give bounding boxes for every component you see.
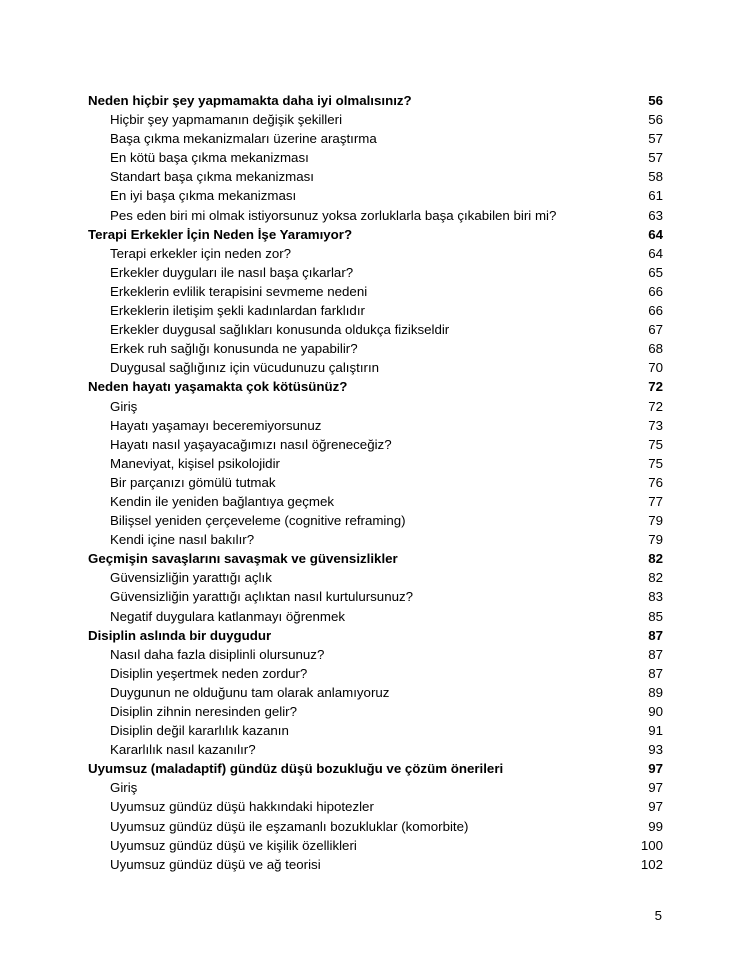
toc-entry[interactable] bbox=[88, 129, 663, 148]
toc-entry[interactable] bbox=[88, 282, 663, 301]
toc-entry-page: 75 bbox=[648, 436, 663, 452]
toc-entry[interactable] bbox=[88, 473, 663, 492]
toc-entry[interactable] bbox=[88, 244, 663, 263]
toc-entry-page: 75 bbox=[648, 455, 663, 471]
toc-entry-page: 57 bbox=[648, 131, 663, 147]
toc-entry-page: 79 bbox=[648, 532, 663, 548]
toc-entry-page: 85 bbox=[648, 608, 663, 624]
toc-section-page: 82 bbox=[648, 551, 663, 567]
toc-entry-title: Güvensizliğin yarattığı açlıktan nasıl kurtulursunuz? bbox=[110, 589, 414, 605]
toc-entry[interactable] bbox=[88, 110, 663, 129]
toc-section-title: Geçmişin savaşlarını savaşmak ve güvensizlikler bbox=[88, 551, 398, 567]
toc-entry[interactable] bbox=[88, 358, 663, 377]
toc-section-title: Neden hiçbir şey yapmamakta daha iyi olmalısınız? bbox=[88, 93, 412, 108]
toc-entry-title: Bilişsel yeniden çerçeveleme (cognitive reframing) bbox=[110, 513, 406, 529]
toc-entry-page: 93 bbox=[648, 742, 663, 758]
toc-entry-title: Erkekler duygusal sağlıkları konusunda oldukça fizikseldir bbox=[110, 322, 450, 338]
toc-entry[interactable] bbox=[88, 530, 663, 549]
toc-entry-title: Kendin ile yeniden bağlantıya geçmek bbox=[110, 493, 334, 509]
toc-entry[interactable] bbox=[88, 454, 663, 473]
toc-entry[interactable] bbox=[88, 568, 663, 587]
toc-entry-title: Nasıl daha fazla disiplinli olursunuz? bbox=[110, 646, 325, 662]
toc-entry-title: Uyumsuz gündüz düşü ve kişilik özellikleri bbox=[110, 837, 357, 853]
toc-entry-title: Duygusal sağlığınız için vücudunuzu çalıştırın bbox=[110, 360, 380, 376]
toc-entry-title: Negatif duygulara katlanmayı öğrenmek bbox=[110, 608, 346, 624]
toc-entry-page: 89 bbox=[648, 684, 663, 700]
toc-entry-page: 66 bbox=[648, 283, 663, 299]
toc-section-page: 97 bbox=[648, 761, 663, 777]
toc-entry-title: Kararlılık nasıl kazanılır? bbox=[110, 742, 256, 758]
toc-entry-title: Uyumsuz gündüz düşü ve ağ teorisi bbox=[110, 856, 321, 872]
toc-entry[interactable] bbox=[88, 645, 663, 664]
toc-entry-title: Duygunun ne olduğunu tam olarak anlamıyoruz bbox=[110, 684, 390, 700]
toc-section-heading[interactable] bbox=[88, 225, 663, 244]
toc-entry[interactable] bbox=[88, 855, 663, 874]
toc-section-heading[interactable] bbox=[88, 91, 663, 110]
toc-entry[interactable] bbox=[88, 587, 663, 606]
toc-entry[interactable] bbox=[88, 740, 663, 759]
toc-section-title: Uyumsuz (maladaptif) gündüz düşü bozukluğu ve çözüm önerileri bbox=[88, 761, 504, 777]
toc-entry-title: Hayatı nasıl yaşayacağımızı nasıl öğreneceğiz? bbox=[110, 436, 392, 452]
toc-entry-title: Başa çıkma mekanizmaları üzerine araştırma bbox=[110, 131, 377, 147]
toc-entry-page: 73 bbox=[648, 417, 663, 433]
toc-entry-page: 64 bbox=[648, 245, 663, 261]
toc-section-title: Neden hayatı yaşamakta çok kötüsünüz? bbox=[88, 379, 348, 395]
toc-entry-title: En iyi başa çıkma mekanizması bbox=[110, 188, 297, 204]
toc-entry-title: Hayatı yaşamayı beceremiyorsunuz bbox=[110, 417, 322, 433]
toc-entry-page: 97 bbox=[648, 780, 663, 796]
toc-entry[interactable] bbox=[88, 167, 663, 186]
toc-entry[interactable] bbox=[88, 301, 663, 320]
toc-entry-title: Disiplin zihnin neresinden gelir? bbox=[110, 704, 298, 719]
toc-section-title: Terapi Erkekler İçin Neden İşe Yaramıyor? bbox=[88, 226, 353, 242]
table-of-contents bbox=[88, 91, 663, 874]
toc-entry[interactable] bbox=[88, 607, 663, 626]
toc-section-heading[interactable] bbox=[88, 626, 663, 645]
toc-entry-title: Standart başa çıkma mekanizması bbox=[110, 169, 314, 185]
toc-entry[interactable] bbox=[88, 416, 663, 435]
toc-entry[interactable] bbox=[88, 778, 663, 797]
toc-entry-page: 83 bbox=[648, 589, 663, 605]
toc-entry-title: Erkekler duyguları ile nasıl başa çıkarlar? bbox=[110, 264, 354, 280]
toc-entry-page: 65 bbox=[648, 264, 663, 280]
toc-entry-title: En kötü başa çıkma mekanizması bbox=[110, 150, 309, 166]
toc-section-page: 64 bbox=[648, 226, 663, 242]
toc-entry-title: Giriş bbox=[110, 398, 138, 414]
toc-entry[interactable] bbox=[88, 721, 663, 740]
toc-entry-title: Uyumsuz gündüz düşü ile eşzamanlı bozukluklar (komorbite) bbox=[110, 818, 469, 834]
toc-entry-title: Uyumsuz gündüz düşü hakkındaki hipotezler bbox=[110, 799, 374, 815]
toc-entry[interactable] bbox=[88, 435, 663, 454]
toc-entry-page: 99 bbox=[648, 818, 663, 834]
toc-entry-page: 68 bbox=[648, 341, 663, 357]
toc-entry-title: Giriş bbox=[110, 780, 138, 796]
toc-entry[interactable] bbox=[88, 263, 663, 282]
toc-entry-page: 70 bbox=[648, 360, 663, 376]
toc-entry-page: 91 bbox=[648, 723, 663, 739]
toc-entry[interactable] bbox=[88, 320, 663, 339]
toc-entry-title: Maneviyat, kişisel psikolojidir bbox=[110, 455, 280, 471]
toc-entry-page: 67 bbox=[648, 322, 663, 338]
toc-section-page: 72 bbox=[648, 379, 663, 395]
toc-entry-title: Pes eden biri mi olmak istiyorsunuz yoksa zorluklarla başa çıkabilen biri mi? bbox=[110, 207, 557, 223]
toc-entry-title: Disiplin yeşertmek neden zordur? bbox=[110, 665, 308, 681]
toc-entry-title: Hiçbir şey yapmamanın değişik şekilleri bbox=[110, 112, 343, 128]
toc-entry-page: 63 bbox=[648, 207, 663, 223]
toc-section-page: 87 bbox=[648, 627, 663, 643]
toc-entry-page: 97 bbox=[648, 799, 663, 815]
toc-entry-page: 79 bbox=[648, 513, 663, 529]
toc-entry-title: Kendi içine nasıl bakılır? bbox=[110, 532, 255, 548]
toc-entry[interactable] bbox=[88, 836, 663, 855]
toc-entry-page: 61 bbox=[648, 188, 663, 204]
toc-section-heading[interactable] bbox=[88, 759, 663, 778]
toc-entry-page: 87 bbox=[648, 665, 663, 681]
toc-entry[interactable] bbox=[88, 664, 663, 683]
toc-entry[interactable] bbox=[88, 797, 663, 816]
toc-entry-page: 82 bbox=[648, 570, 663, 586]
toc-entry[interactable] bbox=[88, 492, 663, 511]
toc-entry-page: 76 bbox=[648, 474, 663, 490]
toc-entry[interactable] bbox=[88, 206, 663, 225]
toc-entry-page: 58 bbox=[648, 169, 663, 185]
toc-entry[interactable] bbox=[88, 397, 663, 416]
toc-entry-title: Terapi erkekler için neden zor? bbox=[110, 245, 292, 261]
toc-section-title: Disiplin aslında bir duygudur bbox=[88, 627, 272, 643]
toc-entry-page: 56 bbox=[648, 112, 663, 128]
toc-entry-title: Bir parçanızı gömülü tutmak bbox=[110, 474, 276, 490]
toc-entry-page: 90 bbox=[648, 704, 663, 719]
toc-entry[interactable] bbox=[88, 339, 663, 358]
toc-entry-page: 100 bbox=[640, 837, 663, 853]
toc-entry[interactable] bbox=[88, 511, 663, 530]
toc-entry-title: Güvensizliğin yarattığı açlık bbox=[110, 570, 272, 586]
toc-entry-page: 72 bbox=[648, 398, 663, 414]
toc-entry-title: Erkeklerin evlilik terapisini sevmeme nedeni bbox=[110, 283, 368, 299]
toc-entry-title: Erkeklerin iletişim şekli kadınlardan farklıdır bbox=[110, 303, 365, 319]
page-number: 5 bbox=[654, 908, 662, 923]
toc-entry[interactable] bbox=[88, 186, 663, 205]
toc-section-heading[interactable] bbox=[88, 377, 663, 396]
toc-entry-title: Erkek ruh sağlığı konusunda ne yapabilir? bbox=[110, 341, 358, 357]
toc-section-heading[interactable] bbox=[88, 549, 663, 568]
toc-entry-page: 102 bbox=[640, 856, 663, 872]
toc-entry[interactable] bbox=[88, 148, 663, 167]
toc-entry-page: 77 bbox=[648, 493, 663, 509]
toc-entry-page: 87 bbox=[648, 646, 663, 662]
toc-entry-page: 57 bbox=[648, 150, 663, 166]
toc-entry-page: 66 bbox=[648, 303, 663, 319]
toc-section-page: 56 bbox=[648, 93, 663, 108]
toc-entry[interactable] bbox=[88, 817, 663, 836]
toc-entry-title: Disiplin değil kararlılık kazanın bbox=[110, 723, 289, 739]
toc-entry[interactable] bbox=[88, 683, 663, 702]
toc-entry[interactable] bbox=[88, 702, 663, 721]
